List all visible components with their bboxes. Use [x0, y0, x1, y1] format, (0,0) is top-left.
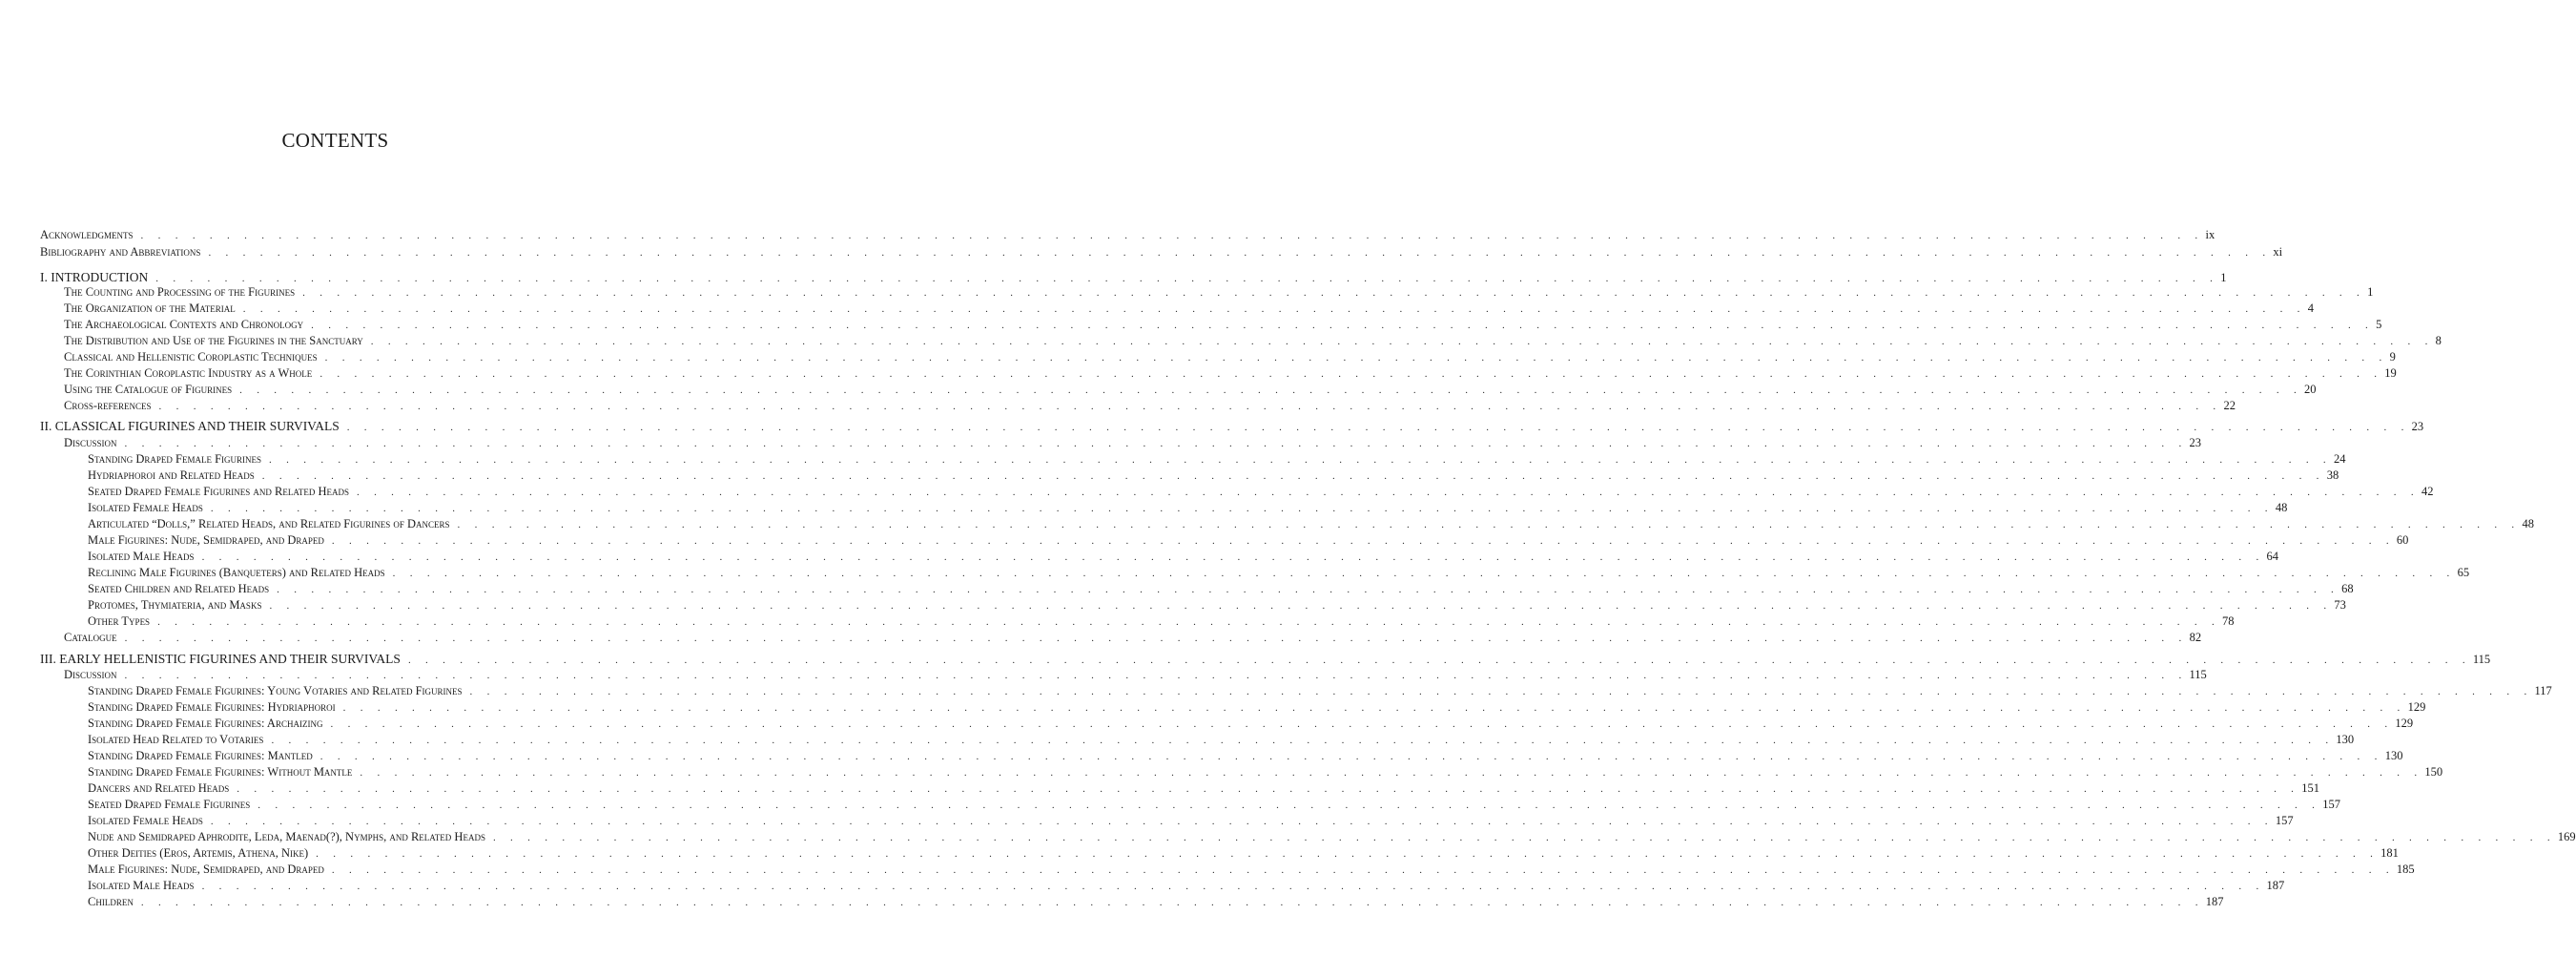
toc-entry-page: 4: [2307, 301, 2314, 315]
dot-leader: . . . . . . . . . . . . . . . . . . . . . . . . . . . . . . . . . . . . . . . . . . . . . . . . . . . . . . . . . . . . . . . . . . . . . . . . . . . . . . . . . . . . . . . . . . . . . . . . . . . . . . . . . . . . . . . . . . . . . . . .: [469, 686, 2533, 697]
toc-entry-title: Seated Draped Female Figurines: [88, 798, 251, 811]
dot-leader: . . . . . . . . . . . . . . . . . . . . . . . . . . . . . . . . . . . . . . . . . . . . . . . . . . . . . . . . . . . . . . . . . . . . . . . . . . . . . . . . . . . . . . . . . . . . . . . . . . . . . . . . . . . . . . . . . . . . . . . .: [457, 519, 2521, 530]
dot-leader: . . . . . . . . . . . . . . . . . . . . . . . . . . . . . . . . . . . . . . . . . . . . . . . . . . . . . . . . . . . . . . . . . . . . . . . . . . . . . . . . . . . . . . . . . . . . . . . . . . . . . . . . . . . . . . . . . . . . . . . .: [271, 735, 2335, 746]
toc-entry: [0, 532, 2409, 549]
dot-leader: . . . . . . . . . . . . . . . . . . . . . . . . . . . . . . . . . . . . . . . . . . . . . . . . . . . . . . . . . . . . . . . . . . . . . . . . . . . . . . . . . . . . . . . . . . . . . . . . . . . . . . . . . . . . . . . . . . . . . . . .: [311, 320, 2375, 331]
toc-entry-title: Standing Draped Female Figurines: Mantled: [88, 749, 313, 762]
toc-entry-page: 1: [2367, 285, 2374, 299]
toc-entry-title: Isolated Head Related to Votaries: [88, 733, 264, 746]
toc-entry: [0, 244, 2283, 260]
dot-leader: . . . . . . . . . . . . . . . . . . . . . . . . . . . . . . . . . . . . . . . . . . . . . . . . . . . . . . . . . . . . . . . . . . . . . . . . . . . . . . . . . . . . . . . . . . . . . . . . . . . . . . . . . . . . . . . . . . . . . . . .: [269, 600, 2333, 612]
dot-leader: . . . . . . . . . . . . . . . . . . . . . . . . . . . . . . . . . . . . . . . . . . . . . . . . . . . . . . . . . . . . . . . . . . . . . . . . . . . . . . . . . . . . . . . . . . . . . . . . . . . . . . . . . . . . . . . . . . . . . . . .: [242, 303, 2306, 315]
toc-entry: [0, 333, 2442, 349]
toc-entry-page: 150: [2424, 765, 2443, 779]
toc-entry-title: The Counting and Processing of the Figurines: [64, 285, 296, 299]
dot-leader: . . . . . . . . . . . . . . . . . . . . . . . . . . . . . . . . . . . . . . . . . . . . . . . . . . . . . . . . . . . . . . . . . . . . . . . . . . . . . . . . . . . . . . . . . . . . . . . . . . . . . . . . . . . . . . . . . . . . . . . .: [155, 273, 2219, 284]
toc-entry-title: Isolated Female Heads: [88, 501, 203, 514]
toc-entry-title: Isolated Female Heads: [88, 814, 203, 827]
toc-entry: [0, 581, 2354, 597]
toc-entry-title: The Corinthian Coroplastic Industry as a Whole: [64, 366, 313, 380]
toc-entry-title: Discussion: [64, 436, 117, 449]
toc-entry-page: 169: [2557, 830, 2576, 843]
toc-entry-page: 151: [2301, 781, 2319, 795]
toc-entry: [0, 227, 2215, 243]
toc-entry-page: 42: [2421, 485, 2434, 498]
dot-leader: . . . . . . . . . . . . . . . . . . . . . . . . . . . . . . . . . . . . . . . . . . . . . . . . . . . . . . . . . . . . . . . . . . . . . . . . . . . . . . . . . . . . . . . . . . . . . . . . . . . . . . . . . . . . . . . . . . . . . . . .: [237, 783, 2300, 795]
dot-leader: . . . . . . . . . . . . . . . . . . . . . . . . . . . . . . . . . . . . . . . . . . . . . . . . . . . . . . . . . . . . . . . . . . . . . . . . . . . . . . . . . . . . . . . . . . . . . . . . . . . . . . . . . . . . . . . . . . . . . . . .: [124, 438, 2188, 449]
toc-entry: [0, 748, 2403, 764]
toc-entry: [0, 317, 2382, 333]
toc-entry-title: Male Figurines: Nude, Semidraped, and Draped: [88, 863, 324, 876]
toc-entry: [0, 484, 2434, 500]
dot-leader: . . . . . . . . . . . . . . . . . . . . . . . . . . . . . . . . . . . . . . . . . . . . . . . . . . . . . . . . . . . . . . . . . . . . . . . . . . . . . . . . . . . . . . . . . . . . . . . . . . . . . . . . . . . . . . . . . . . . . . . .: [331, 864, 2395, 876]
toc-entry-title: Male Figurines: Nude, Semidraped, and Draped: [88, 533, 324, 547]
dot-leader: . . . . . . . . . . . . . . . . . . . . . . . . . . . . . . . . . . . . . . . . . . . . . . . . . . . . . . . . . . . . . . . . . . . . . . . . . . . . . . . . . . . . . . . . . . . . . . . . . . . . . . . . . . . . . . . . . . . . . . . .: [261, 470, 2325, 482]
toc-entry-page: 1: [2220, 271, 2227, 284]
toc-entry: [0, 780, 2319, 797]
toc-entry-page: 187: [2205, 895, 2224, 908]
dot-leader: . . . . . . . . . . . . . . . . . . . . . . . . . . . . . . . . . . . . . . . . . . . . . . . . . . . . . . . . . . . . . . . . . . . . . . . . . . . . . . . . . . . . . . . . . . . . . . . . . . . . . . . . . . . . . . . . . . . . . . . .: [140, 230, 2204, 241]
dot-leader: . . . . . . . . . . . . . . . . . . . . . . . . . . . . . . . . . . . . . . . . . . . . . . . . . . . . . . . . . . . . . . . . . . . . . . . . . . . . . . . . . . . . . . . . . . . . . . . . . . . . . . . . . . . . . . . . . . . . . . . .: [356, 487, 2420, 498]
toc-entry-title: Dancers and Related Heads: [88, 781, 230, 795]
toc-entry-title: Cross-references: [64, 399, 152, 412]
toc-entry-page: 157: [2322, 798, 2340, 811]
toc-entry-title: Isolated Male Heads: [88, 550, 195, 563]
dot-leader: . . . . . . . . . . . . . . . . . . . . . . . . . . . . . . . . . . . . . . . . . . . . . . . . . . . . . . . . . . . . . . . . . . . . . . . . . . . . . . . . . . . . . . . . . . . . . . . . . . . . . . . . . . . . . . . . . . . . . . . .: [201, 551, 2265, 563]
toc-entry: [0, 565, 2470, 581]
toc-entry-title: II. CLASSICAL FIGURINES AND THEIR SURVIVALS: [40, 419, 340, 433]
toc-entry-title: Standing Draped Female Figurines: [88, 452, 262, 466]
toc-entry-page: 64: [2266, 550, 2279, 563]
toc-entry-title: The Archaeological Contexts and Chronology: [64, 318, 304, 331]
toc-entry-page: ix: [2205, 228, 2215, 241]
toc-entry-page: 130: [2384, 749, 2403, 762]
toc-entry: [0, 549, 2279, 565]
dot-leader: . . . . . . . . . . . . . . . . . . . . . . . . . . . . . . . . . . . . . . . . . . . . . . . . . . . . . . . . . . . . . . . . . . . . . . . . . . . . . . . . . . . . . . . . . . . . . . . . . . . . . . . . . . . . . . . . . . . . . . . .: [277, 584, 2340, 595]
toc-entry: [0, 365, 2397, 382]
toc-entry-page: 78: [2222, 614, 2235, 628]
toc-entry-title: The Distribution and Use of the Figurines in the Sanctuary: [64, 334, 363, 347]
toc-entry-page: 117: [2534, 684, 2552, 697]
toc-entry-title: Discussion: [64, 668, 117, 681]
toc-entry-page: xi: [2273, 245, 2283, 259]
toc-entry: [0, 301, 2314, 317]
toc-entry-title: Articulated “Dolls,” Related Heads, and Related Figurines of Dancers: [88, 517, 450, 530]
dot-leader: . . . . . . . . . . . . . . . . . . . . . . . . . . . . . . . . . . . . . . . . . . . . . . . . . . . . . . . . . . . . . . . . . . . . . . . . . . . . . . . . . . . . . . . . . . . . . . . . . . . . . . . . . . . . . . . . . . . . . . . .: [360, 767, 2423, 779]
toc-entry-page: 115: [2472, 653, 2491, 666]
toc-entry-page: 20: [2304, 383, 2317, 396]
dot-leader: . . . . . . . . . . . . . . . . . . . . . . . . . . . . . . . . . . . . . . . . . . . . . . . . . . . . . . . . . . . . . . . . . . . . . . . . . . . . . . . . . . . . . . . . . . . . . . . . . . . . . . . . . . . . . . . . . . . . . . . .: [258, 800, 2321, 811]
toc-entry-page: 9: [2389, 350, 2396, 364]
toc-entry-title: Standing Draped Female Figurines: Archaizing: [88, 717, 323, 730]
dot-leader: . . . . . . . . . . . . . . . . . . . . . . . . . . . . . . . . . . . . . . . . . . . . . . . . . . . . . . . . . . . . . . . . . . . . . . . . . . . . . . . . . . . . . . . . . . . . . . . . . . . . . . . . . . . . . . . . . . . . . . . .: [239, 385, 2303, 396]
toc-entry-page: 129: [2407, 700, 2426, 714]
dot-leader: . . . . . . . . . . . . . . . . . . . . . . . . . . . . . . . . . . . . . . . . . . . . . . . . . . . . . . . . . . . . . . . . . . . . . . . . . . . . . . . . . . . . . . . . . . . . . . . . . . . . . . . . . . . . . . . . . . . . . . . .: [302, 287, 2366, 299]
toc-entry-page: 82: [2189, 631, 2202, 644]
toc-entry: [0, 894, 2224, 910]
toc-entry-title: Hydriaphoroi and Related Heads: [88, 468, 255, 482]
toc-entry-page: 130: [2336, 733, 2355, 746]
dot-leader: . . . . . . . . . . . . . . . . . . . . . . . . . . . . . . . . . . . . . . . . . . . . . . . . . . . . . . . . . . . . . . . . . . . . . . . . . . . . . . . . . . . . . . . . . . . . . . . . . . . . . . . . . . . . . . . . . . . . . . . .: [492, 832, 2556, 843]
toc-entry: [0, 516, 2534, 532]
dot-leader: . . . . . . . . . . . . . . . . . . . . . . . . . . . . . . . . . . . . . . . . . . . . . . . . . . . . . . . . . . . . . . . . . . . . . . . . . . . . . . . . . . . . . . . . . . . . . . . . . . . . . . . . . . . . . . . . . . . . . . . .: [346, 422, 2410, 433]
toc-entry: [0, 349, 2396, 365]
dot-leader: . . . . . . . . . . . . . . . . . . . . . . . . . . . . . . . . . . . . . . . . . . . . . . . . . . . . . . . . . . . . . . . . . . . . . . . . . . . . . . . . . . . . . . . . . . . . . . . . . . . . . . . . . . . . . . . . . . . . . . . .: [124, 670, 2188, 681]
toc-entry-page: 38: [2326, 468, 2339, 482]
dot-leader: . . . . . . . . . . . . . . . . . . . . . . . . . . . . . . . . . . . . . . . . . . . . . . . . . . . . . . . . . . . . . . . . . . . . . . . . . . . . . . . . . . . . . . . . . . . . . . . . . . . . . . . . . . . . . . . . . . . . . . . .: [210, 816, 2274, 827]
toc-entry: [0, 651, 2491, 667]
toc-entry-title: Protomes, Thymiateria, and Masks: [88, 598, 262, 612]
toc-entry: [0, 813, 2294, 829]
toc-entry: [0, 683, 2552, 699]
toc-entry-page: 187: [2266, 879, 2285, 892]
toc-entry-title: I. INTRODUCTION: [40, 270, 149, 284]
toc-entry: [0, 398, 2236, 414]
toc-entry-page: 60: [2396, 533, 2409, 547]
toc-entry-page: 22: [2223, 399, 2236, 412]
toc-entry-page: 73: [2334, 598, 2346, 612]
toc-entry-title: Catalogue: [64, 631, 117, 644]
toc-entry: [0, 382, 2317, 398]
toc-entry-title: Using the Catalogue of Figurines: [64, 383, 233, 396]
toc-entry-page: 48: [2522, 517, 2534, 530]
toc-entry: [0, 797, 2340, 813]
toc-entry-page: 5: [2376, 318, 2382, 331]
toc-entry: [0, 845, 2399, 862]
toc-entry: [0, 630, 2202, 646]
dot-leader: . . . . . . . . . . . . . . . . . . . . . . . . . . . . . . . . . . . . . . . . . . . . . . . . . . . . . . . . . . . . . . . . . . . . . . . . . . . . . . . . . . . . . . . . . . . . . . . . . . . . . . . . . . . . . . . . . . . . . . . .: [407, 655, 2471, 666]
toc-entry-title: Nude and Semidraped Aphrodite, Leda, Maenad(?), Nymphs, and Related Heads: [88, 830, 485, 843]
dot-leader: . . . . . . . . . . . . . . . . . . . . . . . . . . . . . . . . . . . . . . . . . . . . . . . . . . . . . . . . . . . . . . . . . . . . . . . . . . . . . . . . . . . . . . . . . . . . . . . . . . . . . . . . . . . . . . . . . . . . . . . .: [319, 368, 2383, 380]
toc-entry: [0, 451, 2346, 468]
toc-entry-title: Other Deities (Eros, Artemis, Athena, Nike): [88, 846, 309, 860]
toc-entry-title: Standing Draped Female Figurines: Without Mantle: [88, 765, 353, 779]
dot-leader: . . . . . . . . . . . . . . . . . . . . . . . . . . . . . . . . . . . . . . . . . . . . . . . . . . . . . . . . . . . . . . . . . . . . . . . . . . . . . . . . . . . . . . . . . . . . . . . . . . . . . . . . . . . . . . . . . . . . . . . .: [208, 247, 2272, 259]
dot-leader: . . . . . . . . . . . . . . . . . . . . . . . . . . . . . . . . . . . . . . . . . . . . . . . . . . . . . . . . . . . . . . . . . . . . . . . . . . . . . . . . . . . . . . . . . . . . . . . . . . . . . . . . . . . . . . . . . . . . . . . .: [210, 503, 2274, 514]
dot-leader: . . . . . . . . . . . . . . . . . . . . . . . . . . . . . . . . . . . . . . . . . . . . . . . . . . . . . . . . . . . . . . . . . . . . . . . . . . . . . . . . . . . . . . . . . . . . . . . . . . . . . . . . . . . . . . . . . . . . . . . .: [324, 352, 2388, 364]
dot-leader: . . . . . . . . . . . . . . . . . . . . . . . . . . . . . . . . . . . . . . . . . . . . . . . . . . . . . . . . . . . . . . . . . . . . . . . . . . . . . . . . . . . . . . . . . . . . . . . . . . . . . . . . . . . . . . . . . . . . . . . .: [319, 751, 2383, 762]
dot-leader: . . . . . . . . . . . . . . . . . . . . . . . . . . . . . . . . . . . . . . . . . . . . . . . . . . . . . . . . . . . . . . . . . . . . . . . . . . . . . . . . . . . . . . . . . . . . . . . . . . . . . . . . . . . . . . . . . . . . . . . .: [157, 616, 2221, 628]
dot-leader: . . . . . . . . . . . . . . . . . . . . . . . . . . . . . . . . . . . . . . . . . . . . . . . . . . . . . . . . . . . . . . . . . . . . . . . . . . . . . . . . . . . . . . . . . . . . . . . . . . . . . . . . . . . . . . . . . . . . . . . .: [370, 336, 2434, 347]
toc-entry-page: 181: [2380, 846, 2399, 860]
toc-entry-page: 68: [2341, 582, 2354, 595]
toc-entry-title: Other Types: [88, 614, 151, 628]
toc-entry-page: 23: [2411, 420, 2424, 433]
page-title: CONTENTS: [281, 129, 389, 152]
toc-entry: [0, 764, 2443, 780]
toc-entry-title: Standing Draped Female Figurines: Young Votaries and Related Figurines: [88, 684, 463, 697]
toc-entry: [0, 613, 2235, 630]
toc-entry-title: Acknowledgments: [40, 228, 134, 241]
toc-entry: [0, 699, 2426, 716]
toc-entry: [0, 829, 2576, 845]
toc-entry-title: The Organization of the Material: [64, 301, 236, 315]
toc-entry: [0, 418, 2424, 434]
toc-entry-page: 115: [2189, 668, 2207, 681]
toc-entry: [0, 862, 2415, 878]
dot-leader: . . . . . . . . . . . . . . . . . . . . . . . . . . . . . . . . . . . . . . . . . . . . . . . . . . . . . . . . . . . . . . . . . . . . . . . . . . . . . . . . . . . . . . . . . . . . . . . . . . . . . . . . . . . . . . . . . . . . . . . .: [158, 401, 2222, 412]
toc-entry-page: 23: [2189, 436, 2201, 449]
dot-leader: . . . . . . . . . . . . . . . . . . . . . . . . . . . . . . . . . . . . . . . . . . . . . . . . . . . . . . . . . . . . . . . . . . . . . . . . . . . . . . . . . . . . . . . . . . . . . . . . . . . . . . . . . . . . . . . . . . . . . . . .: [140, 897, 2204, 908]
toc-entry-title: Bibliography and Abbreviations: [40, 245, 201, 259]
toc-entry-title: Classical and Hellenistic Coroplastic Techniques: [64, 350, 318, 364]
toc-entry-page: 48: [2275, 501, 2288, 514]
toc-entry-title: Children: [88, 895, 134, 908]
toc-entry-title: III. EARLY HELLENISTIC FIGURINES AND THEIR SURVIVALS: [40, 652, 401, 666]
toc-entry-page: 129: [2395, 717, 2414, 730]
toc-entry: [0, 500, 2288, 516]
toc-entry: [0, 716, 2414, 732]
toc-entry-page: 19: [2384, 366, 2397, 380]
toc-entry: [0, 732, 2355, 748]
toc-entry-page: 24: [2333, 452, 2346, 466]
toc-entry-title: Seated Draped Female Figurines and Related Heads: [88, 485, 349, 498]
dot-leader: . . . . . . . . . . . . . . . . . . . . . . . . . . . . . . . . . . . . . . . . . . . . . . . . . . . . . . . . . . . . . . . . . . . . . . . . . . . . . . . . . . . . . . . . . . . . . . . . . . . . . . . . . . . . . . . . . . . . . . . .: [330, 718, 2394, 730]
toc-entry: [0, 269, 2227, 285]
dot-leader: . . . . . . . . . . . . . . . . . . . . . . . . . . . . . . . . . . . . . . . . . . . . . . . . . . . . . . . . . . . . . . . . . . . . . . . . . . . . . . . . . . . . . . . . . . . . . . . . . . . . . . . . . . . . . . . . . . . . . . . .: [124, 633, 2188, 644]
dot-leader: . . . . . . . . . . . . . . . . . . . . . . . . . . . . . . . . . . . . . . . . . . . . . . . . . . . . . . . . . . . . . . . . . . . . . . . . . . . . . . . . . . . . . . . . . . . . . . . . . . . . . . . . . . . . . . . . . . . . . . . .: [201, 881, 2265, 892]
toc-entry: [0, 667, 2207, 683]
toc-entry-page: 157: [2275, 814, 2294, 827]
dot-leader: . . . . . . . . . . . . . . . . . . . . . . . . . . . . . . . . . . . . . . . . . . . . . . . . . . . . . . . . . . . . . . . . . . . . . . . . . . . . . . . . . . . . . . . . . . . . . . . . . . . . . . . . . . . . . . . . . . . . . . . .: [269, 454, 2332, 466]
toc-entry-title: Seated Children and Related Heads: [88, 582, 270, 595]
toc-entry: [0, 878, 2285, 894]
toc-entry-title: Isolated Male Heads: [88, 879, 195, 892]
toc-entry-page: 185: [2396, 863, 2415, 876]
toc-entry: [0, 597, 2346, 613]
dot-leader: . . . . . . . . . . . . . . . . . . . . . . . . . . . . . . . . . . . . . . . . . . . . . . . . . . . . . . . . . . . . . . . . . . . . . . . . . . . . . . . . . . . . . . . . . . . . . . . . . . . . . . . . . . . . . . . . . . . . . . . .: [342, 702, 2406, 714]
dot-leader: . . . . . . . . . . . . . . . . . . . . . . . . . . . . . . . . . . . . . . . . . . . . . . . . . . . . . . . . . . . . . . . . . . . . . . . . . . . . . . . . . . . . . . . . . . . . . . . . . . . . . . . . . . . . . . . . . . . . . . . .: [392, 568, 2456, 579]
toc-entry: [0, 468, 2339, 484]
toc-entry-title: Reclining Male Figurines (Banqueters) and Related Heads: [88, 566, 385, 579]
dot-leader: . . . . . . . . . . . . . . . . . . . . . . . . . . . . . . . . . . . . . . . . . . . . . . . . . . . . . . . . . . . . . . . . . . . . . . . . . . . . . . . . . . . . . . . . . . . . . . . . . . . . . . . . . . . . . . . . . . . . . . . .: [316, 848, 2380, 860]
toc-entry-page: 8: [2435, 334, 2442, 347]
toc-entry: [0, 435, 2201, 451]
toc-entry: [0, 284, 2374, 301]
toc-entry-page: 65: [2457, 566, 2470, 579]
dot-leader: . . . . . . . . . . . . . . . . . . . . . . . . . . . . . . . . . . . . . . . . . . . . . . . . . . . . . . . . . . . . . . . . . . . . . . . . . . . . . . . . . . . . . . . . . . . . . . . . . . . . . . . . . . . . . . . . . . . . . . . .: [331, 535, 2395, 547]
toc-entry-title: Standing Draped Female Figurines: Hydriaphoroi: [88, 700, 336, 714]
